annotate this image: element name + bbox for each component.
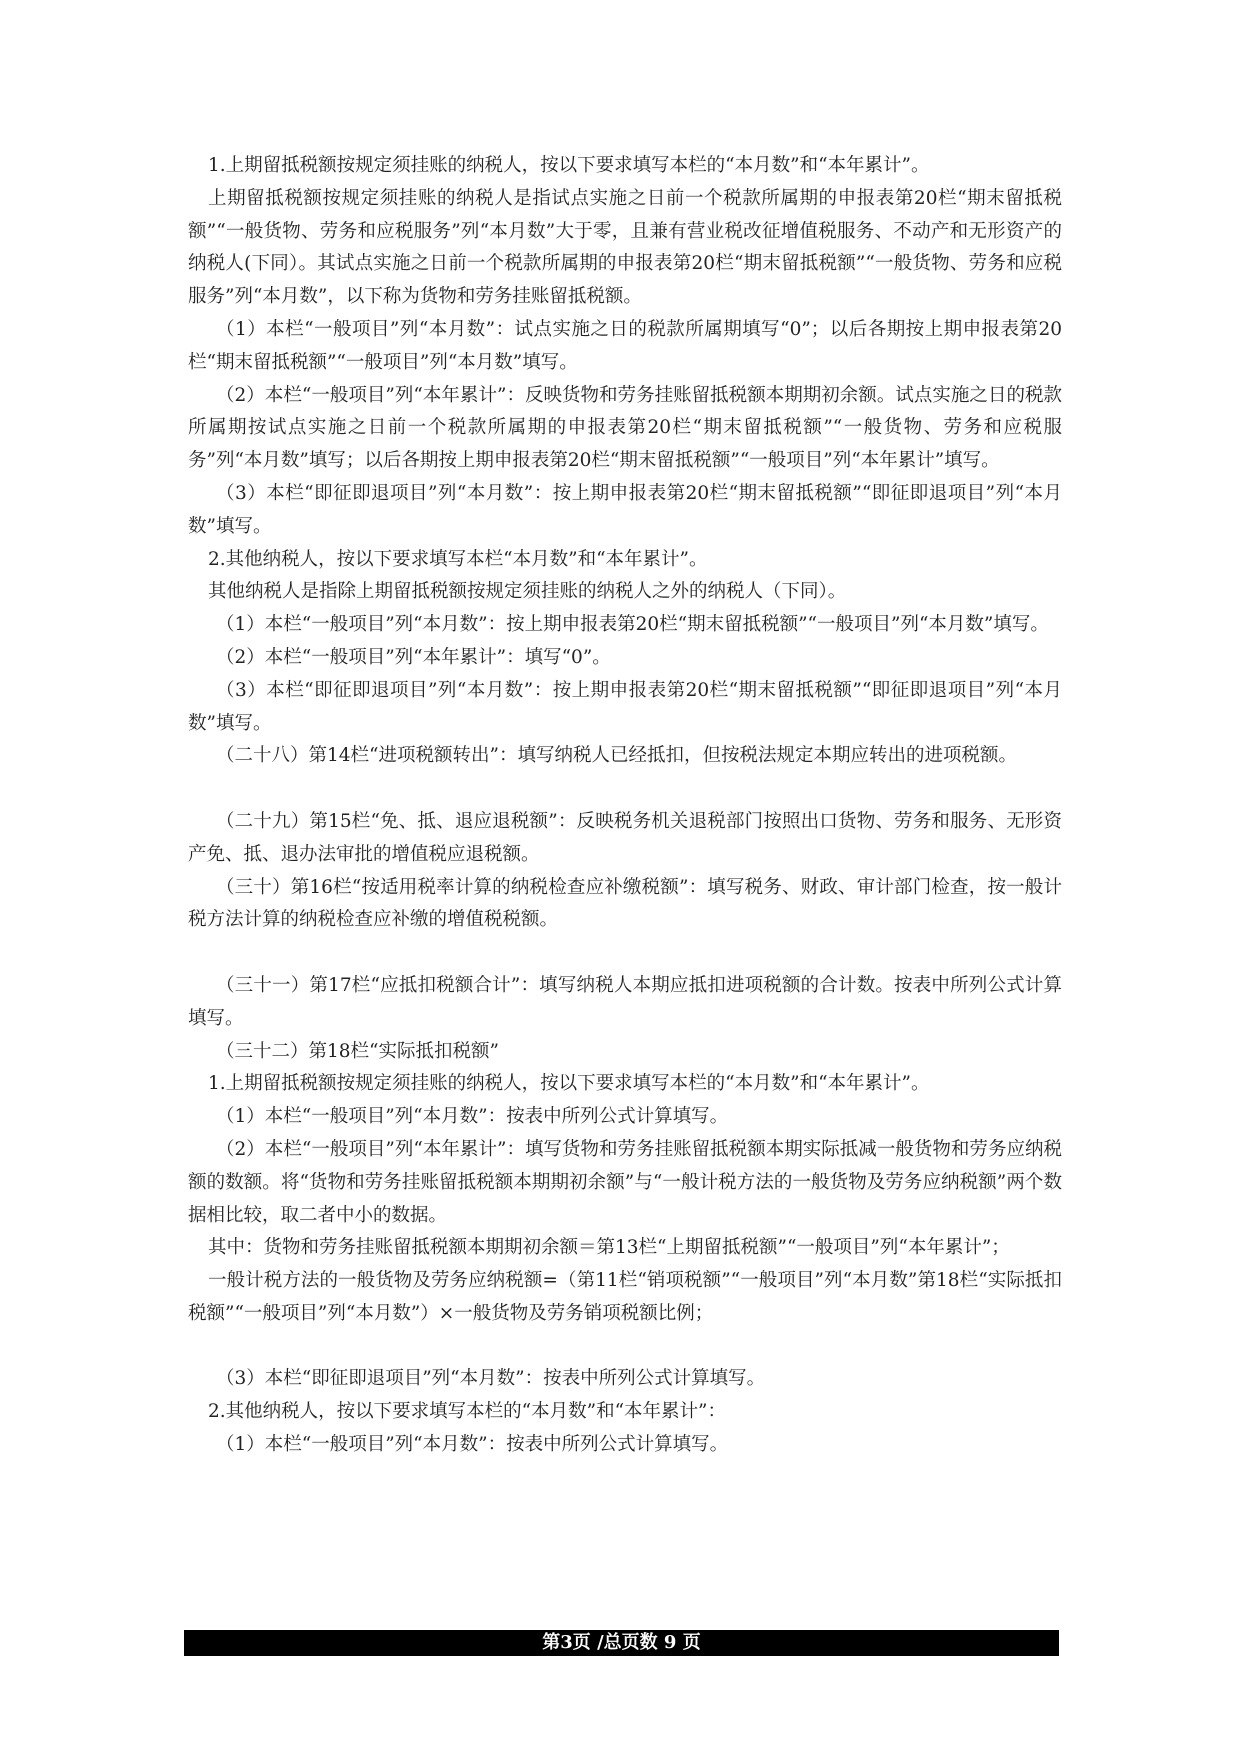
paragraph: （1）本栏“一般项目”列“本月数”：按表中所列公式计算填写。 xyxy=(216,1106,729,1128)
paragraph: （二十八）第14栏“进项税额转出”：填写纳税人已经抵扣，但按税法规定本期应转出的进项税额。 xyxy=(216,745,1017,767)
blank-line xyxy=(188,937,1062,970)
paragraph: （2）本栏“一般项目”列“本年累计”：反映货物和劳务挂账留抵税额本期期初余额。试点实施之日的税款所属期按试点实施之日前一个税款所属期的申报表第20栏“期末留抵税额”“一般货物、劳务和应税服务”列“本月数”填写；以后各期按上期申报表第20栏“期末留抵税额”“一般项目”列“本年累计”填写。 xyxy=(188,384,1062,472)
paragraph: （3）本栏“即征即退项目”列“本月数”：按表中所列公式计算填写。 xyxy=(216,1368,766,1390)
paragraph: （1）本栏“一般项目”列“本月数”：试点实施之日的税款所属期填写“0”；以后各期按上期申报表第20栏“期末留抵税额”“一般项目”列“本月数”填写。 xyxy=(188,318,1062,373)
paragraph: 上期留抵税额按规定须挂账的纳税人是指试点实施之日前一个税款所属期的申报表第20栏“期末留抵税额”“一般货物、劳务和应税服务”列“本月数”大于零，且兼有营业税改征增值税服务、不动产和无形资产的纳税人(下同）。其试点实施之日前一个税款所属期的申报表第20栏“期末留抵税额”“一般货物、劳务和应税服务”列“本月数”，以下称为货物和劳务挂账留抵税额。 xyxy=(188,187,1062,308)
page-number: 第3页 /总页数 9 页 xyxy=(542,1632,701,1653)
paragraph: （1）本栏“一般项目”列“本月数”：按上期申报表第20栏“期末留抵税额”“一般项目”列“本月数”填写。 xyxy=(216,614,1049,636)
paragraph: 其他纳税人是指除上期留抵税额按规定须挂账的纳税人之外的纳税人（下同）。 xyxy=(208,581,847,603)
paragraph: 一般计税方法的一般货物及劳务应纳税额=（第11栏“销项税额”“一般项目”列“本月数”第18栏“实际抵扣税额”“一般项目”列“本月数”）×一般货物及劳务销项税额比例； xyxy=(188,1270,1062,1324)
page-footer xyxy=(184,1630,1059,1656)
paragraph: （3）本栏“即征即退项目”列“本月数”：按上期申报表第20栏“期末留抵税额”“即征即退项目”列“本月数”填写。 xyxy=(188,482,1062,537)
paragraph: （二十九）第15栏“免、抵、退应退税额”：反映税务机关退税部门按照出口货物、劳务和服务、无形资产免、抵、退办法审批的增值税应退税额。 xyxy=(188,810,1062,865)
blank-line xyxy=(188,1331,1062,1364)
paragraph: （2）本栏“一般项目”列“本年累计”：填写货物和劳务挂账留抵税额本期实际抵减一般货物和劳务应纳税额的数额。将“货物和劳务挂账留抵税额本期期初余额”与“一般计税方法的一般货物及劳务应纳税额”两个数据相比较，取二者中小的数据。 xyxy=(188,1138,1062,1226)
paragraph: 1.上期留抵税额按规定须挂账的纳税人，按以下要求填写本栏的“本月数”和“本年累计”。 xyxy=(208,1073,930,1095)
paragraph: （三十）第16栏“按适用税率计算的纳税检查应补缴税额”：填写税务、财政、审计部门检查，按一般计税方法计算的纳税检查应补缴的增值税税额。 xyxy=(188,876,1062,931)
paragraph: 其中：货物和劳务挂账留抵税额本期期初余额＝第13栏“上期留抵税额”“一般项目”列“本年累计”； xyxy=(208,1237,1010,1259)
paragraph: （3）本栏“即征即退项目”列“本月数”：按上期申报表第20栏“期末留抵税额”“即征即退项目”列“本月数”填写。 xyxy=(188,679,1062,734)
paragraph: （三十一）第17栏“应抵扣税额合计”：填写纳税人本期应抵扣进项税额的合计数。按表中所列公式计算填写。 xyxy=(188,974,1062,1029)
paragraph: 2.其他纳税人，按以下要求填写本栏“本月数”和“本年累计”。 xyxy=(208,548,708,570)
paragraph: （三十二）第18栏“实际抵扣税额” xyxy=(216,1040,499,1062)
paragraph: （2）本栏“一般项目”列“本年累计”：填写“0”。 xyxy=(216,646,611,668)
paragraph: 2.其他纳税人，按以下要求填写本栏的“本月数”和“本年累计”： xyxy=(208,1401,726,1423)
body-text xyxy=(188,150,1062,1462)
blank-line xyxy=(188,773,1062,806)
paragraph: 1.上期留抵税额按规定须挂账的纳税人，按以下要求填写本栏的“本月数”和“本年累计”。 xyxy=(208,155,930,176)
paragraph: （1）本栏“一般项目”列“本月数”：按表中所列公式计算填写。 xyxy=(216,1434,729,1456)
